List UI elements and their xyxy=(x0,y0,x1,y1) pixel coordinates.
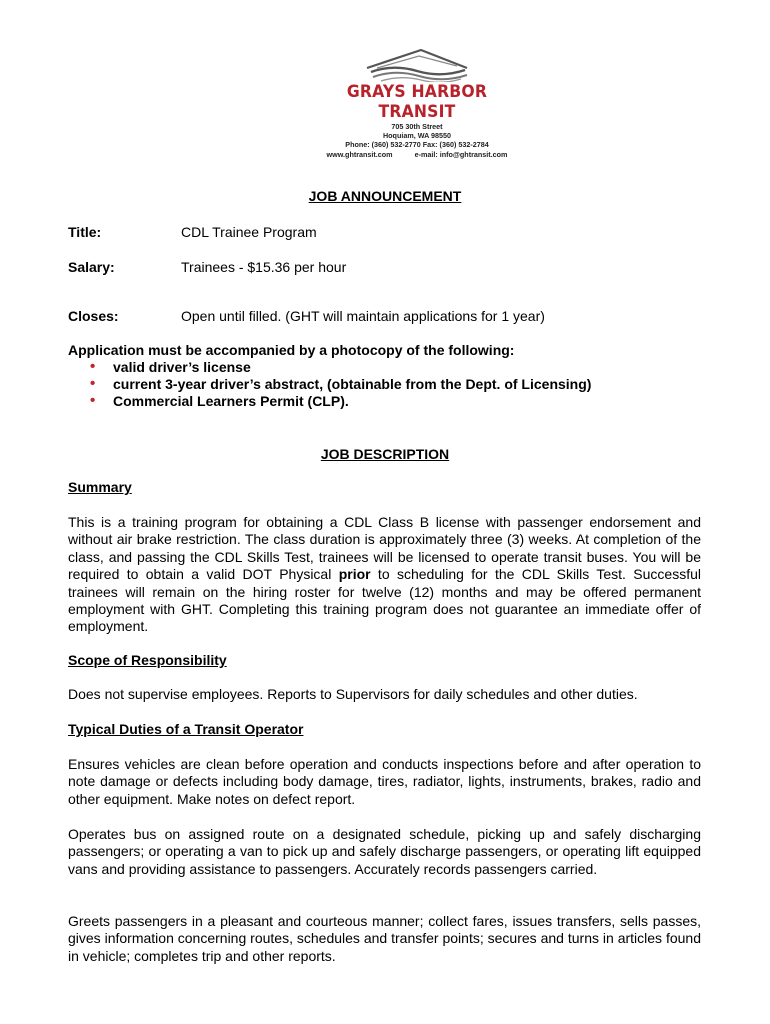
bullet-icon: • xyxy=(90,358,96,375)
salary-label: Salary: xyxy=(68,259,115,275)
duties-paragraph: Operates bus on assigned route on a designated schedule, picking up and safely discharging passengers; or operating a van to pick up and safely discharge passengers, or operating lift equipped vans and providing assistance to passengers. Accurately records passengers carried. xyxy=(68,826,701,877)
salary-value: Trainees - $15.36 per hour xyxy=(181,259,347,275)
job-description-heading: JOB DESCRIPTION xyxy=(320,446,450,462)
requirement-item: • Commercial Learners Permit (CLP). xyxy=(90,392,349,409)
bullet-icon: • xyxy=(90,392,96,409)
closes-value: Open until filled. (GHT will maintain applications for 1 year) xyxy=(181,308,545,324)
web-email-line xyxy=(318,150,516,159)
mountain-waves-logo-icon xyxy=(361,46,473,82)
letterhead xyxy=(318,46,516,159)
summary-heading: Summary xyxy=(68,479,132,495)
scope-paragraph: Does not supervise employees. Reports to Supervisors for daily schedules and other duties. xyxy=(68,686,638,702)
summary-paragraph: This is a training program for obtaining a CDL Class B license with passenger endorsement and without air brake restriction. The class duration is approximately three (3) weeks. At completion of the class, and passing the CDL Skills Test, trainees will be licensed to operate transit buses. You will be required to obtain a valid DOT Physical prior to scheduling for the CDL Skills Test. Successful trainees will remain on the hiring roster for twelve (12) months and may be offered permanent employment with GHT. Completing this training program does not guarantee an immediate offer of employment. xyxy=(68,514,701,635)
emphasis-prior: prior xyxy=(338,566,371,583)
email-link[interactable]: e-mail: info@ghtransit.com xyxy=(414,149,508,159)
scope-heading: Scope of Responsibility xyxy=(68,652,227,668)
duties-paragraph: Ensures vehicles are clean before operation and conducts inspections before and after operation to note damage or defects including body damage, tires, radiator, lights, instruments, brakes, radio and other equipment. Make notes on defect report. xyxy=(68,756,701,807)
requirements-list xyxy=(68,359,708,410)
requirements-intro: Application must be accompanied by a photocopy of the following: xyxy=(68,342,515,358)
requirement-item: • current 3-year driver’s abstract, (obtainable from the Dept. of Licensing) xyxy=(90,375,592,392)
title-value: CDL Trainee Program xyxy=(181,224,317,240)
phone-fax-line: Phone: (360) 532-2770 Fax: (360) 532-2784 xyxy=(345,140,489,150)
requirement-item: • valid driver’s license xyxy=(90,358,251,375)
duties-paragraph: Greets passengers in a pleasant and courteous manner; collect fares, issues transfers, sells passes, gives information concerning routes, schedules and transfer points; secures and turns in articles found in vehicle; completes trip and other reports. xyxy=(68,913,701,964)
org-name: GRAYS HARBOR TRANSIT xyxy=(346,82,488,122)
address-line-2: Hoquiam, WA 98550 xyxy=(382,131,452,141)
title-label: Title: xyxy=(68,224,102,240)
closes-label: Closes: xyxy=(68,308,119,324)
address-line-1: 705 30th Street xyxy=(391,122,443,131)
job-announcement-heading: JOB ANNOUNCEMENT xyxy=(308,188,462,204)
address-block xyxy=(318,122,516,159)
application-requirements xyxy=(68,342,708,410)
bullet-icon: • xyxy=(90,375,96,392)
website-link[interactable]: www.ghtransit.com xyxy=(326,149,393,159)
duties-heading: Typical Duties of a Transit Operator xyxy=(68,721,304,737)
